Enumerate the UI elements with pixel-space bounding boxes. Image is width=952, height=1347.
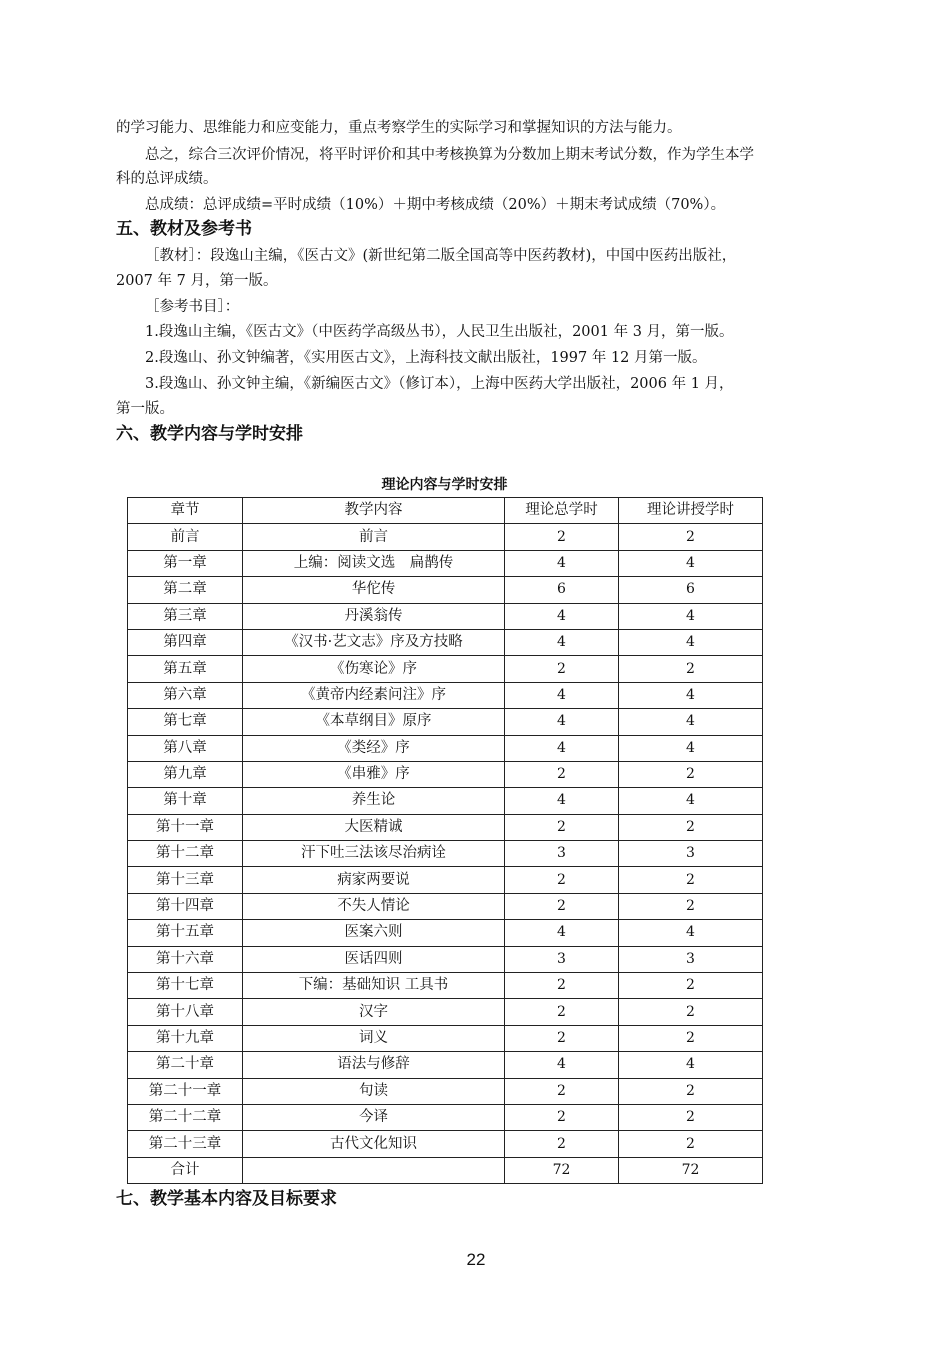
cell-content: 上编：阅读文选 扁鹊传 — [243, 550, 505, 576]
header-content: 教学内容 — [243, 498, 505, 524]
cell-total-hours: 2 — [505, 656, 619, 682]
table-row — [128, 629, 763, 655]
cell-chapter: 第十九章 — [128, 1025, 243, 1051]
cell-content: 语法与修辞 — [243, 1052, 505, 1078]
cell-chapter: 第一章 — [128, 550, 243, 576]
references-label: ［参考书目］： — [145, 299, 240, 315]
paragraph-summary-line2: 科的总评成绩。 — [116, 171, 218, 187]
table-row — [128, 1078, 763, 1104]
cell-total-hours: 72 — [505, 1157, 619, 1183]
cell-total-hours: 4 — [505, 709, 619, 735]
table-row — [128, 524, 763, 550]
cell-total-hours: 2 — [505, 1078, 619, 1104]
textbook-line2: 2007 年 7 月，第一版。 — [116, 273, 278, 289]
cell-chapter: 第二十二章 — [128, 1104, 243, 1130]
cell-lecture-hours: 2 — [619, 973, 763, 999]
cell-lecture-hours: 4 — [619, 788, 763, 814]
cell-lecture-hours: 2 — [619, 1078, 763, 1104]
paragraph-summary-line1: 总之，综合三次评价情况，将平时评价和其中考核换算为分数加上期末考试分数，作为学生本学 — [145, 147, 754, 163]
table-body — [128, 524, 763, 1184]
page-number: 22 — [466, 1250, 486, 1269]
cell-lecture-hours: 4 — [619, 1052, 763, 1078]
cell-total-hours: 2 — [505, 999, 619, 1025]
cell-total-hours: 2 — [505, 524, 619, 550]
cell-lecture-hours: 4 — [619, 550, 763, 576]
cell-lecture-hours: 2 — [619, 761, 763, 787]
cell-content: 《类经》序 — [243, 735, 505, 761]
cell-lecture-hours: 2 — [619, 1131, 763, 1157]
cell-chapter: 第十三章 — [128, 867, 243, 893]
cell-content: 不失人情论 — [243, 893, 505, 919]
cell-chapter: 第十章 — [128, 788, 243, 814]
cell-lecture-hours: 2 — [619, 893, 763, 919]
cell-content: 今译 — [243, 1104, 505, 1130]
table-header-row — [128, 498, 763, 524]
reference-3-line2: 第一版。 — [116, 401, 174, 417]
cell-content — [243, 1157, 505, 1183]
cell-content: 古代文化知识 — [243, 1131, 505, 1157]
cell-total-hours: 2 — [505, 761, 619, 787]
cell-content: 汗下吐三法该尽治病诠 — [243, 841, 505, 867]
table-row — [128, 999, 763, 1025]
cell-lecture-hours: 72 — [619, 1157, 763, 1183]
section-heading-textbooks: 五、教材及参考书 — [116, 219, 252, 239]
cell-total-hours: 2 — [505, 1025, 619, 1051]
table-row — [128, 1025, 763, 1051]
table-row — [128, 603, 763, 629]
cell-chapter: 前言 — [128, 524, 243, 550]
table-row — [128, 550, 763, 576]
cell-lecture-hours: 4 — [619, 735, 763, 761]
cell-chapter: 第七章 — [128, 709, 243, 735]
cell-chapter: 合计 — [128, 1157, 243, 1183]
cell-chapter: 第十四章 — [128, 893, 243, 919]
section-heading-content-goals: 七、教学基本内容及目标要求 — [116, 1189, 337, 1209]
cell-total-hours: 4 — [505, 603, 619, 629]
cell-lecture-hours: 3 — [619, 946, 763, 972]
table-row — [128, 1052, 763, 1078]
cell-lecture-hours: 4 — [619, 920, 763, 946]
cell-total-hours: 2 — [505, 867, 619, 893]
cell-lecture-hours: 4 — [619, 682, 763, 708]
cell-chapter: 第六章 — [128, 682, 243, 708]
table-row — [128, 841, 763, 867]
cell-chapter: 第九章 — [128, 761, 243, 787]
cell-chapter: 第十一章 — [128, 814, 243, 840]
header-lecture-hours: 理论讲授学时 — [619, 498, 763, 524]
cell-content: 病家两要说 — [243, 867, 505, 893]
section-heading-schedule: 六、教学内容与学时安排 — [116, 424, 303, 444]
cell-content: 前言 — [243, 524, 505, 550]
table-row — [128, 1157, 763, 1183]
cell-total-hours: 4 — [505, 629, 619, 655]
reference-2: 2.段逸山、孙文钟编著，《实用医古文》，上海科技文献出版社，1997 年 12 月第一版。 — [145, 350, 707, 366]
table-row — [128, 735, 763, 761]
table-row — [128, 709, 763, 735]
cell-content: 《串雅》序 — [243, 761, 505, 787]
cell-total-hours: 2 — [505, 893, 619, 919]
cell-total-hours: 2 — [505, 973, 619, 999]
cell-total-hours: 4 — [505, 788, 619, 814]
table-row — [128, 946, 763, 972]
cell-content: 词义 — [243, 1025, 505, 1051]
reference-1: 1.段逸山主编，《医古文》（中医药学高级丛书），人民卫生出版社，2001 年 3 月，第一版。 — [145, 324, 734, 340]
cell-lecture-hours: 4 — [619, 603, 763, 629]
cell-chapter: 第二十一章 — [128, 1078, 243, 1104]
cell-total-hours: 4 — [505, 682, 619, 708]
cell-lecture-hours: 3 — [619, 841, 763, 867]
cell-content: 下编：基础知识 工具书 — [243, 973, 505, 999]
cell-content: 句读 — [243, 1078, 505, 1104]
cell-total-hours: 4 — [505, 550, 619, 576]
cell-lecture-hours: 2 — [619, 656, 763, 682]
cell-content: 大医精诚 — [243, 814, 505, 840]
table-row — [128, 788, 763, 814]
cell-total-hours: 2 — [505, 1104, 619, 1130]
cell-chapter: 第十五章 — [128, 920, 243, 946]
paragraph-total-score: 总成绩：总评成绩=平时成绩（10%）＋期中考核成绩（20%）＋期末考试成绩（70%）。 — [145, 197, 726, 213]
cell-total-hours: 2 — [505, 1131, 619, 1157]
cell-total-hours: 3 — [505, 841, 619, 867]
cell-chapter: 第八章 — [128, 735, 243, 761]
cell-content: 养生论 — [243, 788, 505, 814]
cell-total-hours: 4 — [505, 920, 619, 946]
cell-total-hours: 3 — [505, 946, 619, 972]
table-caption: 理论内容与学时安排 — [381, 477, 508, 493]
cell-lecture-hours: 2 — [619, 867, 763, 893]
cell-chapter: 第十二章 — [128, 841, 243, 867]
cell-lecture-hours: 2 — [619, 1025, 763, 1051]
cell-total-hours: 4 — [505, 735, 619, 761]
cell-chapter: 第三章 — [128, 603, 243, 629]
cell-lecture-hours: 2 — [619, 814, 763, 840]
cell-chapter: 第四章 — [128, 629, 243, 655]
table-row — [128, 761, 763, 787]
cell-lecture-hours: 4 — [619, 629, 763, 655]
cell-chapter: 第十六章 — [128, 946, 243, 972]
cell-content: 《本草纲目》原序 — [243, 709, 505, 735]
reference-3-line1: 3.段逸山、孙文钟主编，《新编医古文》（修订本），上海中医药大学出版社，2006 年 1 月， — [145, 376, 734, 392]
header-total-hours: 理论总学时 — [505, 498, 619, 524]
cell-lecture-hours: 2 — [619, 999, 763, 1025]
table-row — [128, 1131, 763, 1157]
cell-content: 丹溪翁传 — [243, 603, 505, 629]
table-row — [128, 814, 763, 840]
cell-lecture-hours: 2 — [619, 524, 763, 550]
table-row — [128, 656, 763, 682]
cell-total-hours: 2 — [505, 814, 619, 840]
table-row — [128, 867, 763, 893]
table-row — [128, 1104, 763, 1130]
cell-content: 汉字 — [243, 999, 505, 1025]
cell-content: 医案六则 — [243, 920, 505, 946]
table-row — [128, 682, 763, 708]
header-chapter: 章节 — [128, 498, 243, 524]
table-row — [128, 920, 763, 946]
cell-chapter: 第二十三章 — [128, 1131, 243, 1157]
paragraph-abilities: 的学习能力、思维能力和应变能力，重点考察学生的实际学习和掌握知识的方法与能力。 — [116, 120, 682, 136]
cell-total-hours: 4 — [505, 1052, 619, 1078]
cell-content: 《汉书·艺文志》序及方技略 — [243, 629, 505, 655]
cell-chapter: 第十八章 — [128, 999, 243, 1025]
schedule-table — [127, 497, 763, 1184]
textbook-line1: ［教材］：段逸山主编，《医古文》(新世纪第二版全国高等中医药教材)，中国中医药出版社， — [145, 248, 737, 264]
cell-lecture-hours: 6 — [619, 577, 763, 603]
cell-total-hours: 6 — [505, 577, 619, 603]
cell-lecture-hours: 2 — [619, 1104, 763, 1130]
table-row — [128, 577, 763, 603]
cell-lecture-hours: 4 — [619, 709, 763, 735]
table-row — [128, 893, 763, 919]
cell-content: 华佗传 — [243, 577, 505, 603]
cell-content: 《黄帝内经素问注》序 — [243, 682, 505, 708]
table-row — [128, 973, 763, 999]
cell-chapter: 第二章 — [128, 577, 243, 603]
cell-chapter: 第十七章 — [128, 973, 243, 999]
cell-chapter: 第五章 — [128, 656, 243, 682]
cell-content: 医话四则 — [243, 946, 505, 972]
cell-chapter: 第二十章 — [128, 1052, 243, 1078]
cell-content: 《伤寒论》序 — [243, 656, 505, 682]
